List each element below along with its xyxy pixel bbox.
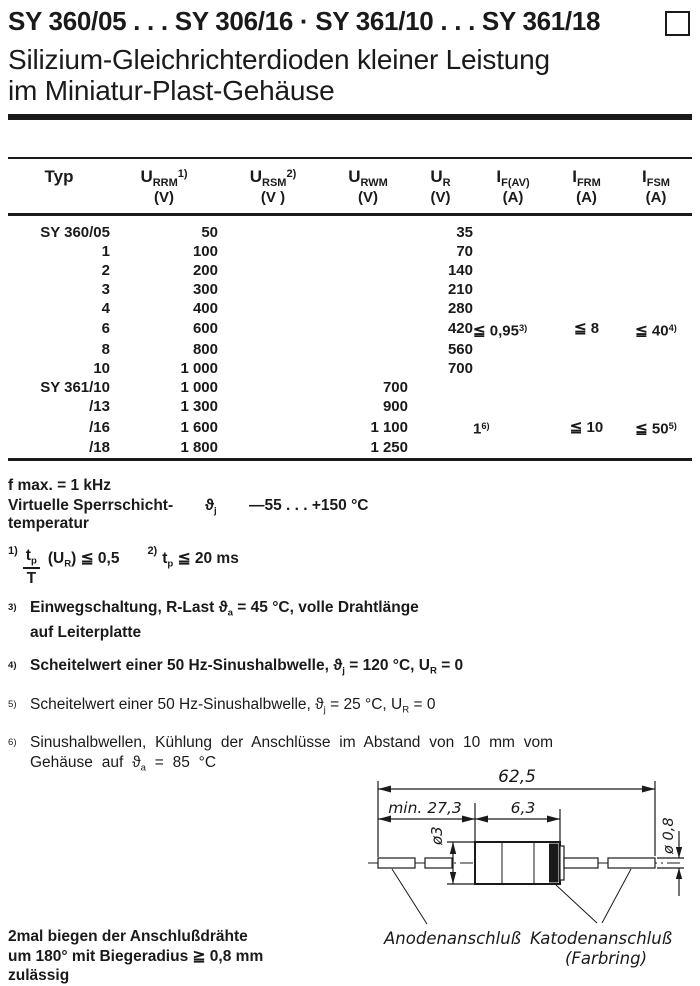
table-cell [218, 360, 328, 379]
table-cell [553, 281, 620, 300]
arrowhead [547, 816, 560, 823]
table-cell: SY 360/05 [40, 224, 110, 241]
table-cell: 50 [201, 224, 218, 241]
table-cell [408, 379, 473, 398]
anode-lead-segment [425, 858, 452, 868]
table-row [8, 215, 692, 243]
table-cell [620, 341, 692, 360]
fmax-line: f max. = 1 kHz [8, 477, 111, 494]
table-cell [620, 379, 692, 398]
arrowhead [642, 786, 655, 793]
arrowhead [676, 868, 682, 879]
col-header-urrm: $U_{RRM}^{1)}$ (V) [110, 158, 218, 215]
table-cell [408, 439, 473, 459]
ratings-table [8, 157, 692, 461]
footnote-text: Scheitelwert einer 50 Hz-Sinushalbwelle, $ϑ_j = 25$ °C, $U_R = 0$ [30, 695, 436, 716]
table-cell [473, 360, 553, 379]
bend-note-line-3: zulässig [8, 967, 70, 984]
table-cell: 70 [456, 242, 473, 260]
footnote-marker: 3) [8, 602, 17, 613]
table-cell [218, 379, 328, 398]
table-cell: 600 [192, 320, 218, 338]
table-row [8, 281, 692, 300]
tp-over-T-fraction [23, 547, 40, 588]
table-cell [553, 300, 620, 319]
table-cell [218, 281, 328, 300]
table-cell: 200 [192, 261, 218, 279]
col-header-ifav: $I_{F(AV)}$ (A) [473, 158, 553, 215]
table-cell: 1 600 [180, 418, 218, 436]
table-row [8, 439, 692, 459]
table-cell: 400 [192, 299, 218, 317]
table-cell [328, 319, 408, 342]
table-cell [218, 341, 328, 360]
table-cell [553, 262, 620, 281]
checkbox-square-icon [665, 11, 690, 36]
page-title: SY 360/05 . . . SY 306/16 · SY 361/10 . . . SY 361/18 [8, 6, 601, 36]
theta-j-symbol: $ϑ_j$ [205, 496, 217, 516]
table-cell [328, 243, 408, 262]
table-cell: ≦ 50$^{5)}$ [635, 420, 677, 438]
table-cell: 300 [192, 280, 218, 298]
table-cell [328, 300, 408, 319]
table-cell [473, 439, 553, 459]
fraction-denominator: T [26, 570, 37, 588]
table-cell: 35 [456, 224, 473, 241]
table-cell [218, 439, 328, 459]
table-cell [620, 398, 692, 417]
table-cell: 3 [101, 280, 110, 298]
footnote-marker: 4) [8, 660, 17, 672]
footnote-1-condition: $(U_R)$ ≦ 0,5 [47, 550, 120, 570]
ratings-table-wrap [8, 157, 692, 461]
table-cell: ≦ 8 [573, 320, 600, 338]
table-cell: 100 [192, 242, 218, 260]
dim-lead-length-label: min. 27,3 [388, 799, 462, 817]
fraction-numerator: $t_p$ [23, 547, 40, 569]
table-cell: 900 [382, 397, 408, 415]
table-cell: 420 [447, 320, 473, 338]
footnote [8, 598, 696, 643]
footnote-text: Einwegschaltung, R-Last $ϑ_a = 45$ °C, volle Drahtlänge auf Leiterplatte [30, 599, 419, 642]
col-header-ursm: $U_{RSM}^{2)}$ (V ) [218, 158, 328, 215]
table-cell: 1 300 [180, 397, 218, 415]
table-cell: /13 [89, 397, 110, 415]
table-row [8, 300, 692, 319]
table-cell: SY 361/10 [40, 378, 110, 396]
anode-label: Anodenanschluß [384, 929, 522, 948]
table-cell: ≦ 10 [569, 418, 604, 436]
junction-temp-line [8, 497, 692, 535]
col-header-typ: Typ [8, 158, 110, 215]
header-row [8, 158, 692, 215]
subtitle-line-2: im Miniatur-Plast-Gehäuse [8, 75, 335, 106]
table-cell [620, 262, 692, 281]
table-cell: 560 [447, 341, 473, 359]
table-cell [473, 341, 553, 360]
cathode-lead-segment [564, 858, 598, 868]
footnote [8, 695, 696, 720]
cathode-lead-segment [608, 858, 655, 868]
cathode-label: Katodenanschluß [530, 929, 673, 948]
table-cell [408, 398, 473, 417]
dim-body-length-label: 6,3 [510, 799, 536, 817]
table-cell [620, 300, 692, 319]
table-cell: 8 [101, 341, 110, 359]
title-bar [8, 6, 692, 42]
col-header-urwm: $U_{RWM}$ (V) [328, 158, 408, 215]
table-row [8, 262, 692, 281]
table-cell: 700 [447, 359, 473, 377]
table-cell: 210 [447, 280, 473, 298]
col-header-ifsm: $I_{FSM}$ (A) [620, 158, 692, 215]
table-cell: 4 [101, 299, 110, 317]
arrowhead [450, 872, 456, 884]
table-cell [328, 360, 408, 379]
table-cell [553, 360, 620, 379]
arrowhead [475, 816, 488, 823]
table-cell: 280 [447, 299, 473, 317]
table-cell [553, 379, 620, 398]
table-row [8, 319, 692, 342]
cathode-band [549, 844, 559, 883]
table-cell: 1 100 [370, 418, 408, 436]
spec-block [8, 477, 692, 535]
footnote-text: Sinushalbwellen, Kühlung der Anschlüsse im Abstand von 10 mm vom Gehäuse auf $ϑ_a = 85$ °C [30, 734, 553, 774]
footnote-1-marker: 1) [8, 545, 18, 557]
table-cell: 1 [101, 242, 110, 260]
table-cell [473, 215, 553, 243]
table-cell [328, 215, 408, 243]
table-cell [218, 417, 328, 440]
footnote-1-2-line [8, 547, 239, 588]
table-cell [553, 398, 620, 417]
table-cell [218, 262, 328, 281]
table-cell [620, 243, 692, 262]
table-cell [218, 215, 328, 243]
junction-temp-range: —55 . . . +150 °C [249, 496, 369, 514]
table-cell [553, 439, 620, 459]
table-cell: 1 000 [180, 378, 218, 396]
table-cell [328, 262, 408, 281]
table-cell: 2 [101, 261, 110, 279]
table-cell [553, 215, 620, 243]
table-cell [218, 300, 328, 319]
dim-overall-label: 62,5 [498, 767, 536, 787]
table-cell [620, 215, 692, 243]
bend-note [8, 927, 263, 986]
footnote-2-marker: 2) [147, 545, 158, 557]
table-cell [620, 439, 692, 459]
dim-lead-diameter-label: ø 0,8 [661, 817, 677, 854]
table-cell [473, 398, 553, 417]
table-cell: 800 [192, 341, 218, 359]
table-row [8, 417, 692, 440]
anode-lead-segment [378, 858, 415, 868]
table-cell [408, 417, 473, 440]
table-cell [218, 243, 328, 262]
table-cell [328, 341, 408, 360]
col-header-ifrm: $I_{FRM}$ (A) [553, 158, 620, 215]
table-header [8, 158, 692, 215]
arrowhead [378, 786, 391, 793]
table-cell: ≦ 0,95$^{3)}$ [473, 322, 528, 340]
table-cell: 700 [382, 378, 408, 396]
arrowhead [450, 842, 456, 854]
diode-package-drawing [330, 757, 700, 986]
subtitle-line-1: Silizium-Gleichrichterdioden kleiner Leistung [8, 44, 550, 75]
table-cell [218, 398, 328, 417]
table-cell [553, 243, 620, 262]
table-cell: 10 [93, 359, 110, 377]
table-cell: 1$^{6)}$ [473, 420, 490, 438]
table-cell: ≦ 40$^{4)}$ [635, 322, 677, 340]
bend-note-line-2: um 180° mit Biegeradius ≧ 0,8 mm [8, 947, 264, 965]
footnote-text: Scheitelwert einer 50 Hz-Sinushalbwelle, $ϑ_j = 120$ °C, $U_R = 0$ [30, 657, 464, 677]
footnote-marker: 6) [8, 737, 17, 749]
dim-body-diameter-label: ø3 [428, 826, 446, 845]
table-cell [553, 341, 620, 360]
junction-label-2: temperatur [8, 515, 89, 532]
junction-label-1: Virtuelle Sperrschicht- [8, 496, 174, 514]
footnote [8, 656, 696, 681]
table-body [8, 215, 692, 460]
table-cell [328, 281, 408, 300]
page-subtitle [8, 44, 550, 106]
table-cell: 6 [101, 320, 110, 338]
table-row [8, 360, 692, 379]
divider-thick [8, 114, 692, 120]
table-cell [620, 281, 692, 300]
table-row [8, 379, 692, 398]
table-cell [473, 281, 553, 300]
arrowhead [462, 816, 475, 823]
table-cell [473, 379, 553, 398]
table-cell [473, 243, 553, 262]
table-cell: 1 250 [370, 439, 408, 457]
bend-note-line-1: 2mal biegen der Anschlußdrähte [8, 928, 248, 945]
table-row [8, 398, 692, 417]
anode-leader-line [392, 869, 427, 924]
table-cell [620, 360, 692, 379]
cathode-leader-lines [556, 869, 631, 923]
diode-body [475, 842, 560, 884]
table-row [8, 243, 692, 262]
table-cell: 140 [447, 261, 473, 279]
cathode-label-farbring: (Farbring) [565, 949, 648, 968]
footnote-marker: 5) [8, 698, 17, 710]
table-row [8, 341, 692, 360]
footnote-2-condition: $t_p$ ≦ 20 ms [162, 550, 239, 570]
table-cell: 1 800 [180, 439, 218, 457]
table-cell: 1 000 [180, 359, 218, 377]
table-cell [218, 319, 328, 342]
col-header-ur: $U_R$ (V) [408, 158, 473, 215]
table-cell [473, 300, 553, 319]
table-cell [473, 262, 553, 281]
table-cell: /18 [89, 439, 110, 457]
table-cell: /16 [89, 418, 110, 436]
